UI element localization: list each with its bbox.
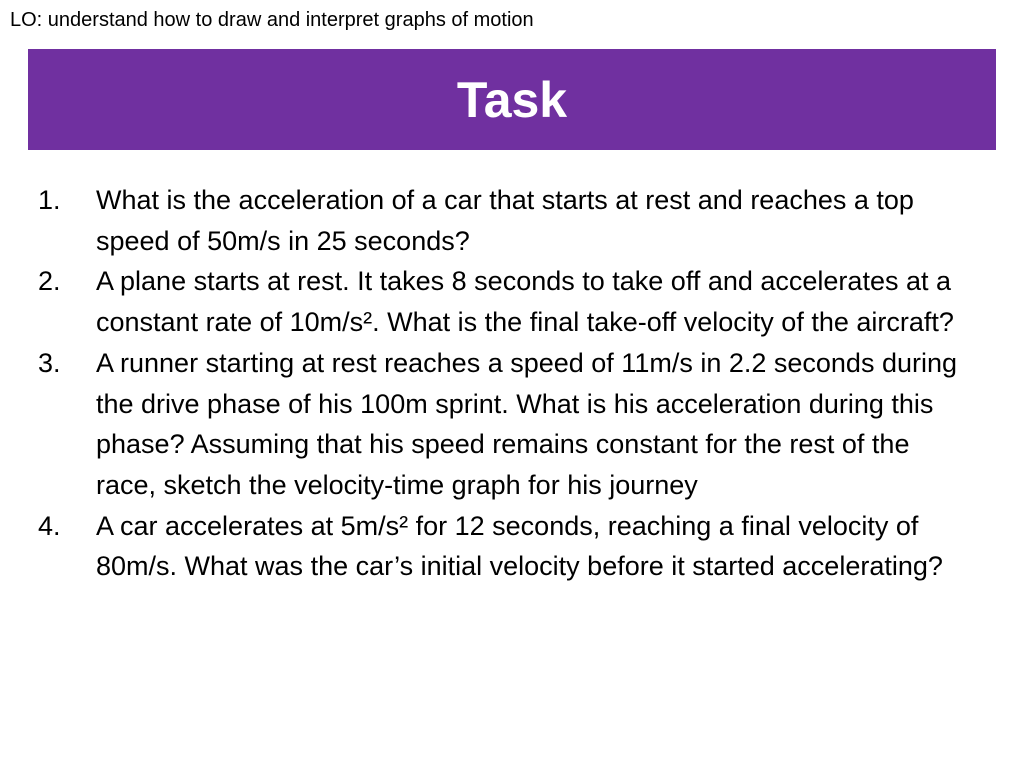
page-title: Task bbox=[456, 71, 568, 128]
question-number: 3. bbox=[38, 347, 61, 378]
question-text: A runner starting at rest reaches a speed of 11m/s in 2.2 seconds during the drive phase of his 100m sprint. What is his acceleration during this phase? Assuming that his speed remains constant for the rest of the race, sketch the velocity-time graph for his journey bbox=[96, 347, 957, 500]
title-banner bbox=[28, 49, 996, 150]
question-item bbox=[38, 180, 968, 261]
question-item bbox=[38, 343, 968, 506]
question-text: A plane starts at rest. It takes 8 seconds to take off and accelerates at a constant rate of 10m/s². What is the final take-off velocity of the aircraft? bbox=[96, 266, 954, 338]
question-number: 4. bbox=[38, 510, 61, 541]
question-number: 1. bbox=[38, 185, 61, 215]
question-number: 2. bbox=[38, 266, 61, 297]
learning-objective: LO: understand how to draw and interpret graphs of motion bbox=[10, 9, 534, 31]
question-item bbox=[38, 261, 968, 342]
question-text: A car accelerates at 5m/s² for 12 seconds, reaching a final velocity of 80m/s. What was the car’s initial velocity before it started accelerating? bbox=[96, 510, 943, 582]
question-item bbox=[38, 506, 968, 587]
task-question-list bbox=[38, 180, 968, 587]
question-text: What is the acceleration of a car that starts at rest and reaches a top speed of 50m/s in 25 seconds? bbox=[96, 185, 914, 256]
